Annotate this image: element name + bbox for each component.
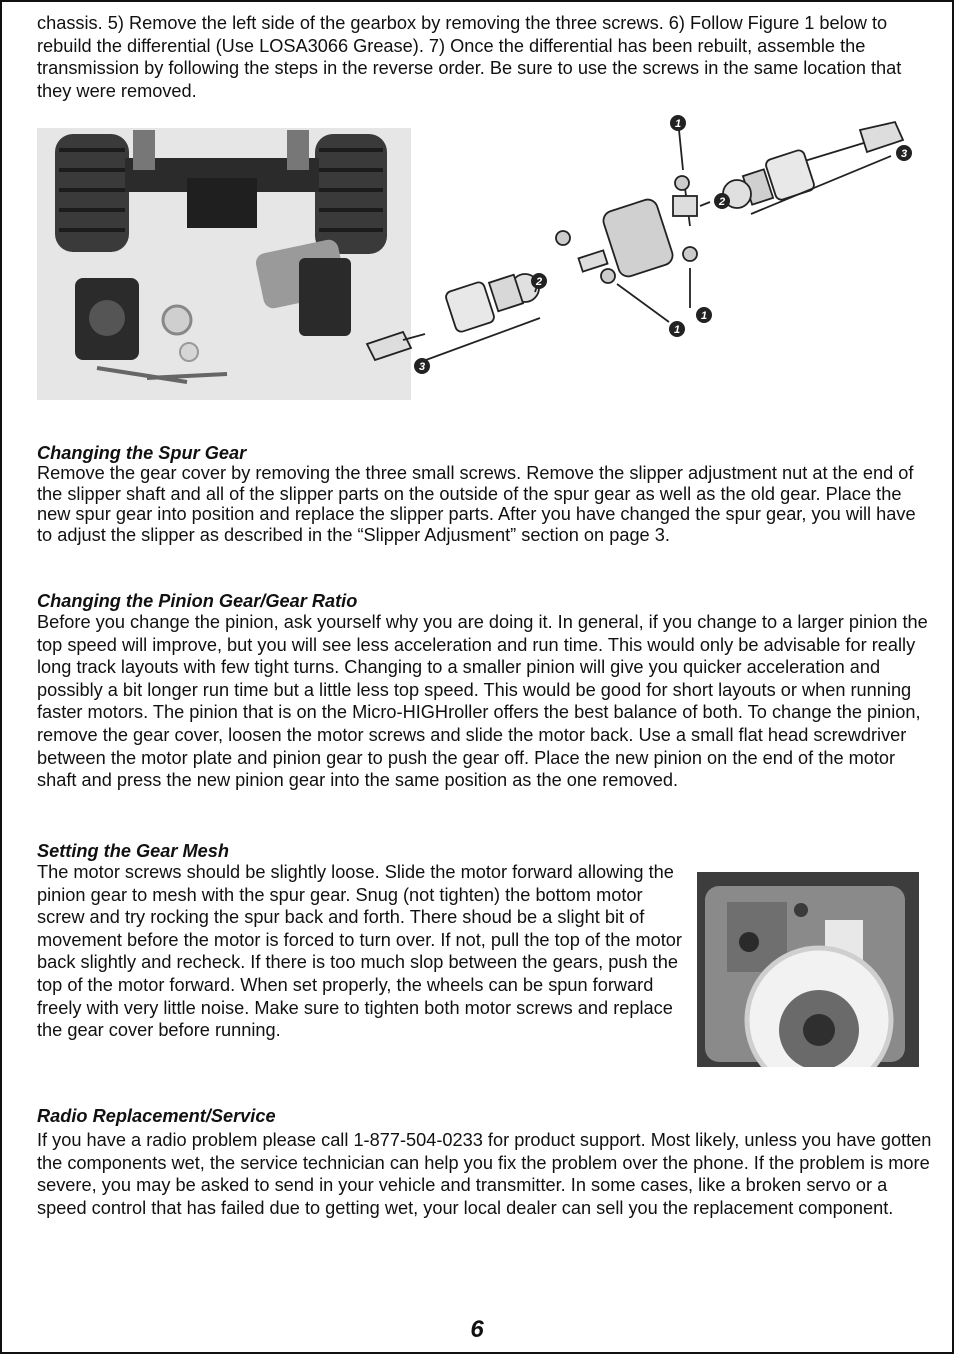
callout-2-left: 2 [535, 276, 543, 288]
section-heading-gear-mesh: Setting the Gear Mesh [37, 841, 230, 861]
section-heading-pinion-gear: Changing the Pinion Gear/Gear Ratio [37, 591, 358, 611]
section-body-pinion-gear: Before you change the pinion, ask yourself why you are doing it. In general, if you change to a larger pinion the top speed will improve, but you will see less acceleration and run time. This would only be advisable for really long track layouts with few tight turns. Changing to a smaller pinion will give you quicker acceleration and possibly a bit longer run time but a little less top speed. This would be good for short layouts or when running faster motors. The pinion that is on the Micro-HIGHroller offers the best balance of both. To change the pinion, remove the gear cover, loosen the motor screws and slide the motor back. Use a small flat head screwdriver between the motor plate and pinion gear to push the gear off. Place the new pinion on the end of the motor shaft and press the new pinion gear into the same position as the one removed. [37, 612, 928, 791]
callout-1-top: 1 [674, 118, 682, 130]
section-body-gear-mesh: The motor screws should be slightly loose. Slide the motor forward allowing the pinion gear to mesh with the spur gear. Snug (not tighten) the bottom motor screw and try rocking the spur back and forth. There shoud be a slight bit of movement before the motor is forced to turn over. If not, pull the top of the motor back slightly and recheck. If there is too much slop between the gears, push the top of the motor forward. When set properly, the wheels can be spun forward freely with very little noise. Make sure to tighten both motor screws and replace the gear cover before running. [37, 862, 682, 1041]
intro-paragraph: chassis. 5) Remove the left side of the gearbox by removing the three screws. 6) Follow Figure 1 below to rebuild the differential (Use LOSA3066 Grease). 7) Once the differential has been rebuilt, assemble the transmission by following the steps in the reverse order. Be sure to use the screws in the same location that they were removed. [37, 13, 902, 101]
section-heading-radio: Radio Replacement/Service [37, 1106, 276, 1126]
section-body-radio: If you have a radio problem please call 1-877-504-0233 for product support. Most likely, unless you have gotten the components wet, the service technician can help you fix the problem over the phone. If the problem is more severe, you may be asked to send in your vehicle and transmitter. In some cases, like a broken servo or a speed control that has failed due to getting wet, your local dealer can sell you the replacement component. [37, 1130, 932, 1218]
callout-2-right: 2 [718, 196, 726, 208]
section-body-spur-gear: Remove the gear cover by removing the three small screws. Remove the slipper adjustment nut at the end of the slipper shaft and all of the slipper parts on the outside of the spur gear as well as the old gear. Place the new spur gear into position and replace the slipper parts. After you have changed the spur gear, you will have to adjust the slipper as described in the “Slipper Adjusment” section on page 3. [37, 463, 916, 545]
callout-3-right: 3 [900, 148, 908, 160]
section-heading-spur-gear: Changing the Spur Gear [37, 443, 247, 463]
callout-3-left: 3 [418, 361, 426, 373]
page-number: 6 [470, 1316, 484, 1343]
gear-mesh-photo [697, 872, 919, 1067]
callout-1-lower-right: 1 [700, 310, 708, 322]
differential-exploded-diagram [355, 108, 930, 383]
callout-1-lower: 1 [673, 324, 681, 336]
